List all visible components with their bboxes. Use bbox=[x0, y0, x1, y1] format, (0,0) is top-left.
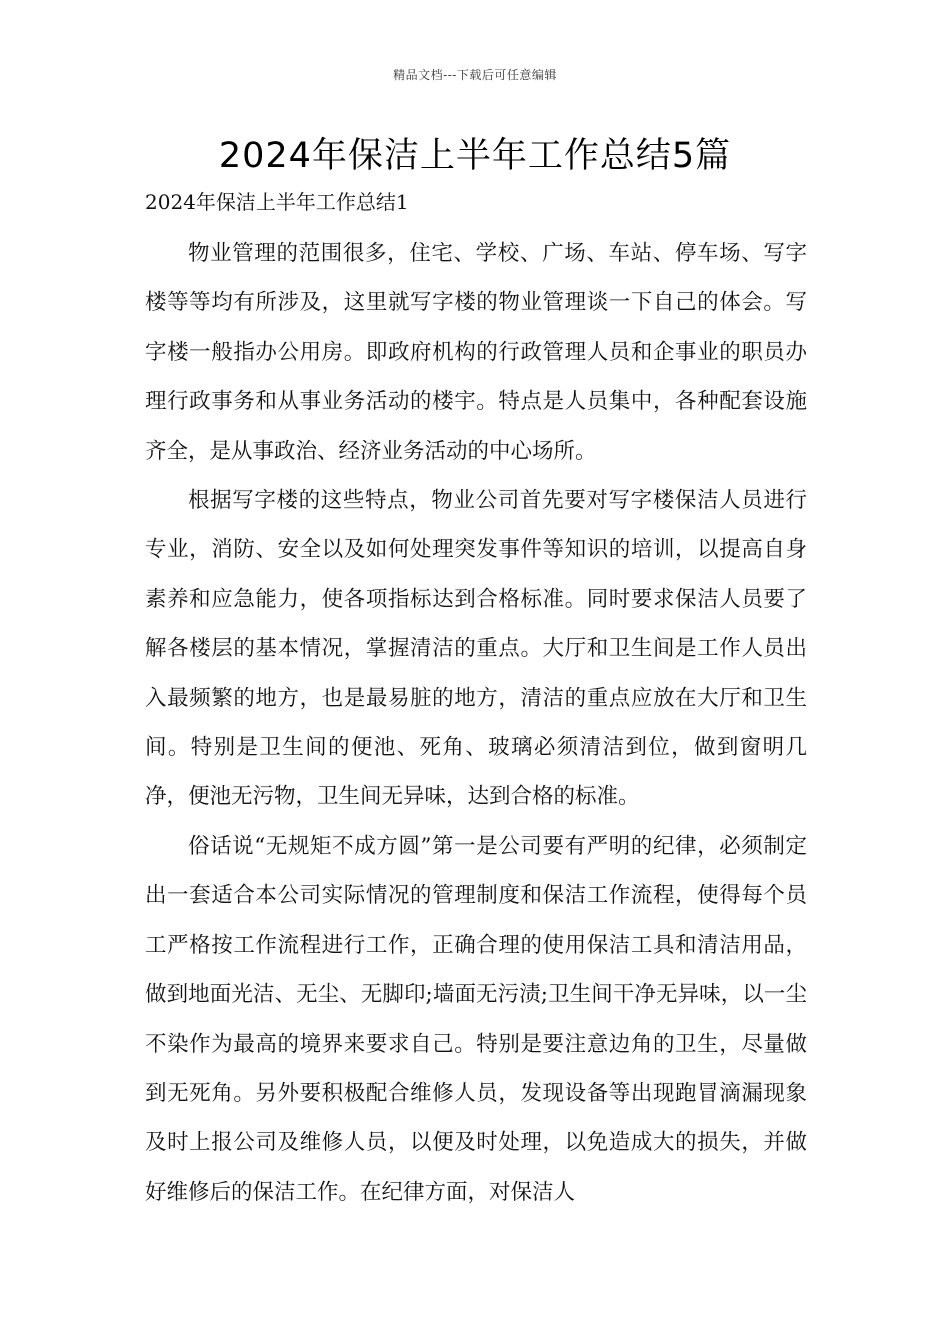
document-title: 2024年保洁上半年工作总结5篇 bbox=[218, 136, 732, 176]
paragraph-3: 俗话说“无规矩不成方圆”第一是公司要有严明的纪律，必须制定出一套适合本公司实际情况的管理制度和保洁工作流程，使得每个员工严格按工作流程进行工作，正确合理的使用保洁工具和清洁用品，做到地面光洁、无尘、无脚印;墙面无污渍;卫生间干净无异味，以一尘不染作为最高的境界来要求自己。特别是要注意边角的卫生，尽量做到无死角。另外要积极配合维修人员，发现设备等出现跑冒滴漏现象及时上报公司及维修人员，以便及时处理，以免造成大的损失，并做好维修后的保洁工作。在纪律方面，对保洁人 bbox=[145, 833, 807, 1205]
header-note: 精品文档---下载后可任意编辑 bbox=[393, 68, 557, 82]
paragraph-2: 根据写字楼的这些特点，物业公司首先要对写字楼保洁人员进行专业，消防、安全以及如何处理突发事件等知识的培训，以提高自身素养和应急能力，使各项指标达到合格标准。同时要求保洁人员要了解各楼层的基本情况，掌握清洁的重点。大厅和卫生间是工作人员出入最频繁的地方，也是最易脏的地方，清洁的重点应放在大厅和卫生间。特别是卫生间的便池、死角、玻璃必须清洁到位，做到窗明几净，便池无污物，卫生间无异味，达到合格的标准。 bbox=[145, 488, 807, 810]
paragraph-1: 物业管理的范围很多，住宅、学校、广场、车站、停车场、写字楼等等均有所涉及，这里就写字楼的物业管理谈一下自己的体会。写字楼一般指办公用房。即政府机构的行政管理人员和企事业的职员办理行政事务和从事业务活动的楼宇。特点是人员集中，各种配套设施齐全，是从事政治、经济业务活动的中心场所。 bbox=[145, 241, 807, 464]
body-text bbox=[145, 229, 807, 1217]
section-subtitle: 2024年保洁上半年工作总结1 bbox=[145, 190, 409, 214]
